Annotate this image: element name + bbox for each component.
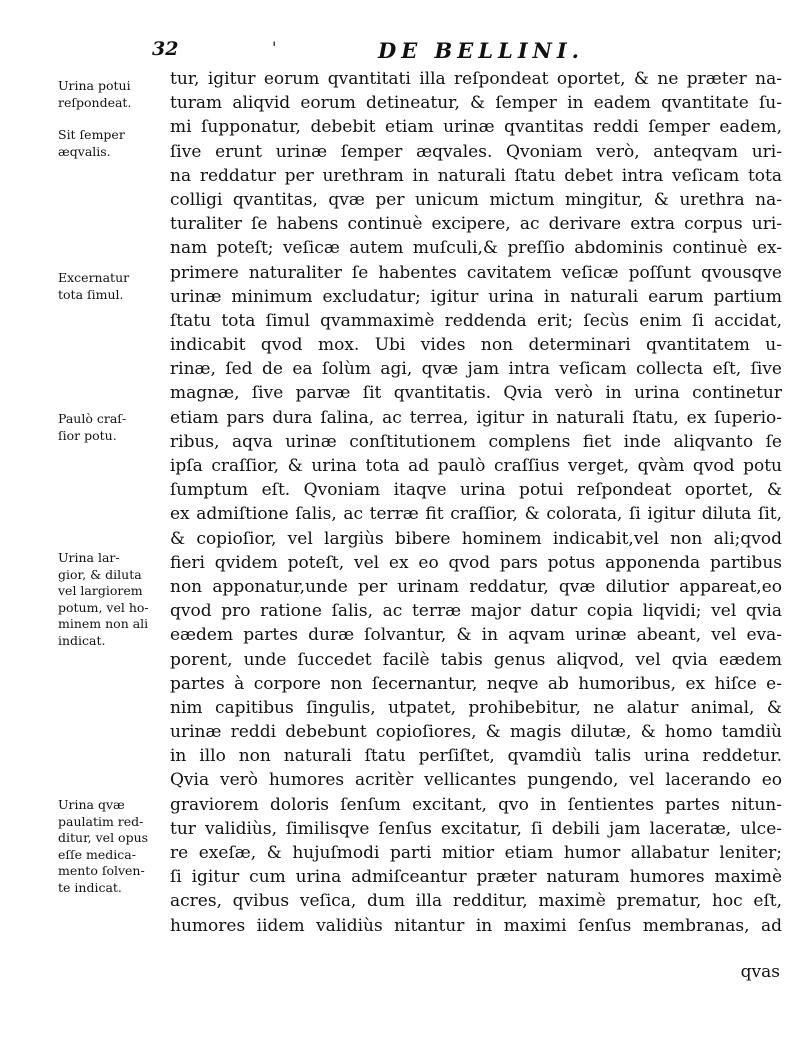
margin-note-urina-largior <box>58 550 170 649</box>
text-line: tur, igitur eorum qvantitati illa reſpondeat oportet, & ne præter na- <box>170 69 782 89</box>
text-line: graviorem doloris ſenſum excitant, qvo in ſentientes partes nitun- <box>170 794 782 815</box>
margin-note-line: tota ſimul. <box>58 286 124 302</box>
text-line: ſive erunt urinæ ſemper æqvales. Qvoniam verò, anteqvam uri- <box>170 141 782 162</box>
margin-note-line: reſpondeat. <box>58 94 132 110</box>
text-line: mi ſupponatur, debebit etiam urinæ qvantitas reddi ſemper eadem, <box>170 117 782 138</box>
body-text <box>170 67 782 938</box>
margin-note-line: te indicat. <box>58 879 122 895</box>
margin-note-line: minem non ali <box>58 616 149 631</box>
margin-note-line: Excernatur <box>58 270 130 285</box>
margin-note-urina-potui <box>58 78 170 111</box>
text-line: ſumptum eſt. Qvoniam itaqve urina potui reſpondeat oportet, & <box>170 480 782 501</box>
text-line: nam poteſt; veſicæ autem muſculi,& preſſio abdominis continuè ex- <box>170 238 782 259</box>
text-line: primere naturaliter ſe habentes cavitatem veſicæ poſſunt qvousqve <box>170 262 782 283</box>
text-line: urinæ minimum excludatur; igitur urina in naturali earum partium <box>170 286 782 307</box>
text-line: ſtatu tota ſimul qvammaximè reddenda erit; ſecùs enim ſi accidat, <box>170 310 782 331</box>
text-line: urinæ reddi debebunt copioſiores, & magis dilutæ, & homo tamdiù <box>170 722 782 743</box>
text-line: ex admiſtione ſalis, ac terræ fit craſſior, & colorata, ſi igitur diluta ſit, <box>170 504 782 525</box>
printer-mark: ' <box>272 38 277 57</box>
margin-note-line: Urina qvæ <box>58 797 125 812</box>
margin-note-line: indicat. <box>58 632 106 648</box>
margin-note-line: Urina lar- <box>58 550 120 565</box>
text-line: tur validiùs, ſimilisqve ſenſus excitatur, ſi debili jam laceratæ, ulce- <box>170 818 782 839</box>
margin-note-sit-semper <box>58 127 170 160</box>
text-line: turam aliqvid eorum detineatur, & ſemper in eadem qvantitate ſu- <box>170 93 782 114</box>
text-line: magnæ, ſive parvæ ſit qvantitatis. Qvia verò in urina continetur <box>170 383 782 404</box>
catchword: qvas <box>740 962 780 982</box>
page-number: 32 <box>152 38 179 60</box>
text-line: non apponatur,unde per urinam reddatur, qvæ dilutior appareat,eo <box>170 576 782 597</box>
margin-note-line: Paulò craſ- <box>58 411 127 426</box>
text-line: ipſa craſſior, & urina tota ad paulò craſſius verget, qvàm qvod potu <box>170 456 782 476</box>
text-line: eædem partes duræ ſolvantur, & in aqvam urinæ abeant, vel eva- <box>170 625 782 646</box>
text-line: fieri qvidem poteſt, vel ex eo qvod pars potus apponenda partibus <box>170 552 782 573</box>
text-line: ſi igitur cum urina admiſceantur præter naturam humores maximè <box>170 867 782 888</box>
text-line: colligi qvantitas, qvæ per unicum mictum mingitur, & urethra na- <box>170 189 782 210</box>
text-line: re exeſæ, & hujuſmodi parti mitior etiam humor allabatur leniter; <box>170 843 782 863</box>
margin-note-line: gior, & diluta <box>58 566 142 582</box>
text-line: & copioſior, vel largiùs bibere hominem indicabit,vel non ali;qvod <box>170 528 782 549</box>
margin-note-line: Urina potui <box>58 78 131 93</box>
text-line: etiam pars dura ſalina, ac terrea, igitur in naturali ſtatu, ex ſuperio- <box>170 407 782 428</box>
text-line: na reddatur per urethram in naturali ſtatu debet intra veſicam tota <box>170 165 782 186</box>
text-line: in illo non naturali ſtatu perſiſtet, qvamdiù talis urina reddetur. <box>170 746 782 767</box>
margin-note-excernatur <box>58 270 170 303</box>
margin-note-line: paulatim red- <box>58 813 144 829</box>
text-line: qvod pro ratione ſalis, ac terræ major datur copia liqvidi; vel qvia <box>170 601 782 622</box>
running-title: DE BELLINI. <box>378 38 584 63</box>
text-line: Qvia verò humores acritèr vellicantes pungendo, vel lacerando eo <box>170 770 782 791</box>
text-line: ribus, aqva urinæ conſtitutionem complens fiet inde aliqvanto ſe <box>170 431 782 452</box>
margin-note-line: ditur, vel opus <box>58 830 149 845</box>
margin-note-line: eſſe medica- <box>58 846 136 862</box>
text-line: turaliter ſe habens continuè excipere, ac derivare extra corpus uri- <box>170 214 782 235</box>
margin-note-line: æqvalis. <box>58 143 111 159</box>
text-line: porent, unde ſuccedet facilè tabis genus aliqvod, vel qvia eædem <box>170 649 782 670</box>
text-line: humores iidem validiùs nitantur in maximi ſenſus membranas, ad <box>170 915 782 936</box>
text-line: rinæ, ſed de ea ſolùm agi, qvæ jam intra veſicam collecta eſt, ſive <box>170 359 782 380</box>
margin-note-line: vel largiorem <box>58 583 143 598</box>
text-line: acres, qvibus veſica, dum illa redditur, maximè prematur, hoc eſt, <box>170 891 782 912</box>
text-line: partes à corpore non ſecernantur, neqve ab humoribus, ex hiſce e- <box>170 673 782 694</box>
margin-note-line: potum, vel ho- <box>58 599 149 615</box>
page-header <box>150 38 790 68</box>
margin-note-paulo-crassior <box>58 411 170 444</box>
text-line: nim capitibus ſingulis, utpatet, prohibebitur, ne alatur animal, & <box>170 697 782 718</box>
margin-note-urina-quae <box>58 797 170 896</box>
margin-note-line: ſior potu. <box>58 427 117 443</box>
margin-note-line: Sit ſemper <box>58 127 125 142</box>
margin-note-line: mento ſolven- <box>58 863 145 878</box>
text-line: indicabit qvod mox. Ubi vides non determinari qvantitatem u- <box>170 335 782 356</box>
